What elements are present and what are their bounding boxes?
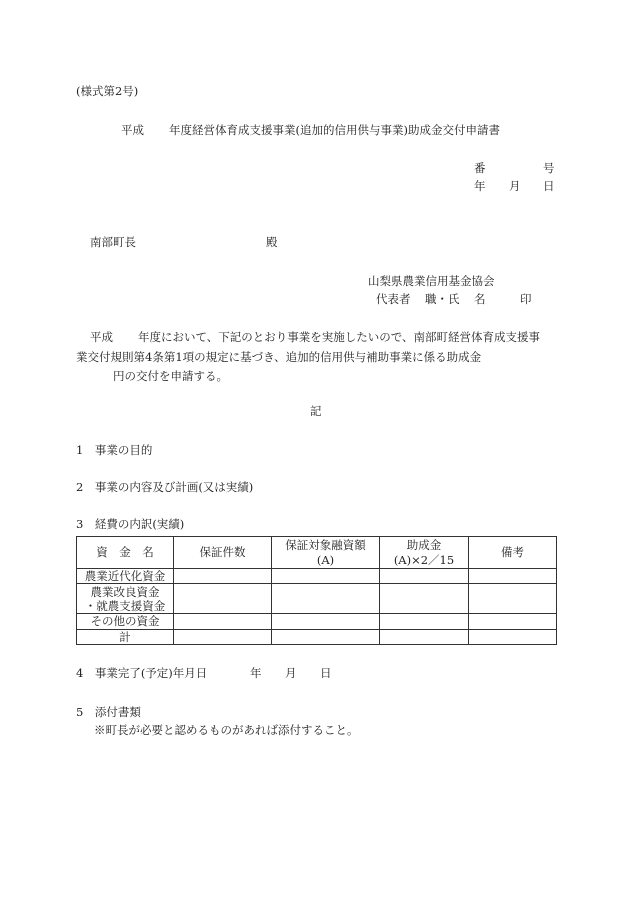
row-label-improvement-line-2: ・就農支援資金	[84, 598, 166, 613]
addressee-honorific: 殿	[266, 235, 278, 249]
row-label-modernization: 農業近代化資金	[77, 569, 174, 584]
title-era: 平成	[121, 123, 144, 137]
header-amount-line-1: 保証対象融資額	[285, 538, 366, 553]
table-cell	[380, 614, 469, 629]
section-4-heading: 4 事業完了(予定)年月日	[76, 666, 208, 680]
body-line-3: 円の交付を申請する。	[113, 369, 228, 383]
applicant-seal: 印	[520, 292, 532, 306]
title-text: 年度経営体育成支援事業(追加的信用供与事業)助成金交付申請書	[169, 123, 500, 137]
header-remarks: 備考	[469, 537, 557, 569]
completion-year-label: 年	[250, 666, 262, 680]
document-title	[121, 125, 500, 137]
applicant-rep-name-suffix: 名	[474, 292, 486, 306]
section-3-heading: 3 経費の内訳(実績)	[76, 517, 185, 531]
form-number-label: (様式第2号)	[76, 84, 139, 98]
table-header-row	[77, 537, 557, 569]
section-5-heading: 5 添付書類	[76, 705, 141, 719]
table-cell	[174, 569, 272, 584]
table-row	[77, 584, 557, 614]
date-month-label: 月	[509, 179, 521, 193]
body-era: 平成	[90, 330, 113, 344]
body-line-2: 業交付規則第4条第1項の規定に基づき、追加的信用供与補助事業に係る助成金	[76, 350, 482, 364]
date-day-label: 日	[543, 179, 555, 193]
header-amount-line-2: (A)	[316, 552, 335, 567]
completion-day-label: 日	[320, 666, 332, 680]
attachment-note: ※町長が必要と認めるものがあれば添付すること。	[94, 723, 359, 737]
row-label-other: その他の資金	[77, 614, 174, 629]
applicant-rep-label: 代表者	[376, 292, 411, 306]
table-cell	[272, 584, 380, 614]
header-subsidy	[380, 537, 469, 569]
applicant-org: 山梨県農業信用基金協会	[368, 274, 495, 288]
table-cell	[380, 629, 469, 644]
addressee-name: 南部町長	[90, 235, 136, 249]
table-cell	[469, 629, 557, 644]
table-cell	[174, 614, 272, 629]
table-row	[77, 629, 557, 644]
header-subsidy-line-1: 助成金	[406, 538, 442, 553]
body-line-1	[90, 332, 540, 344]
table-cell	[469, 584, 557, 614]
table-cell	[174, 584, 272, 614]
completion-month-label: 月	[285, 666, 297, 680]
table-cell	[272, 614, 380, 629]
table-cell	[469, 614, 557, 629]
table-cell	[272, 569, 380, 584]
row-label-total: 計	[77, 629, 174, 644]
ref-number-label-1: 番	[474, 161, 486, 175]
table-cell	[272, 629, 380, 644]
table-cell	[174, 629, 272, 644]
section-2-heading: 2 事業の内容及び計画(又は実績)	[76, 480, 254, 494]
expense-table	[76, 536, 557, 645]
section-1-heading: 1 事業の目的	[76, 443, 153, 457]
row-label-improvement-line-1: 農業改良資金	[90, 584, 160, 599]
date-year-label: 年	[474, 179, 486, 193]
table-cell	[380, 584, 469, 614]
header-subsidy-line-2: (A)×2／15	[393, 552, 455, 567]
row-label-improvement	[77, 584, 174, 614]
header-fund-name: 資 金 名	[77, 537, 174, 569]
ki-heading: 記	[310, 404, 322, 418]
header-guaranteed-amount	[272, 537, 380, 569]
ref-number-label-2: 号	[543, 161, 555, 175]
table-row	[77, 569, 557, 584]
header-guarantee-count: 保証件数	[174, 537, 272, 569]
table-cell	[380, 569, 469, 584]
body-line-1-text: 年度において、下記のとおり事業を実施したいので、南部町経営体育成支援事	[138, 330, 541, 344]
table-cell	[469, 569, 557, 584]
table-row	[77, 614, 557, 629]
applicant-rep-name-label: 職・氏	[425, 292, 460, 306]
